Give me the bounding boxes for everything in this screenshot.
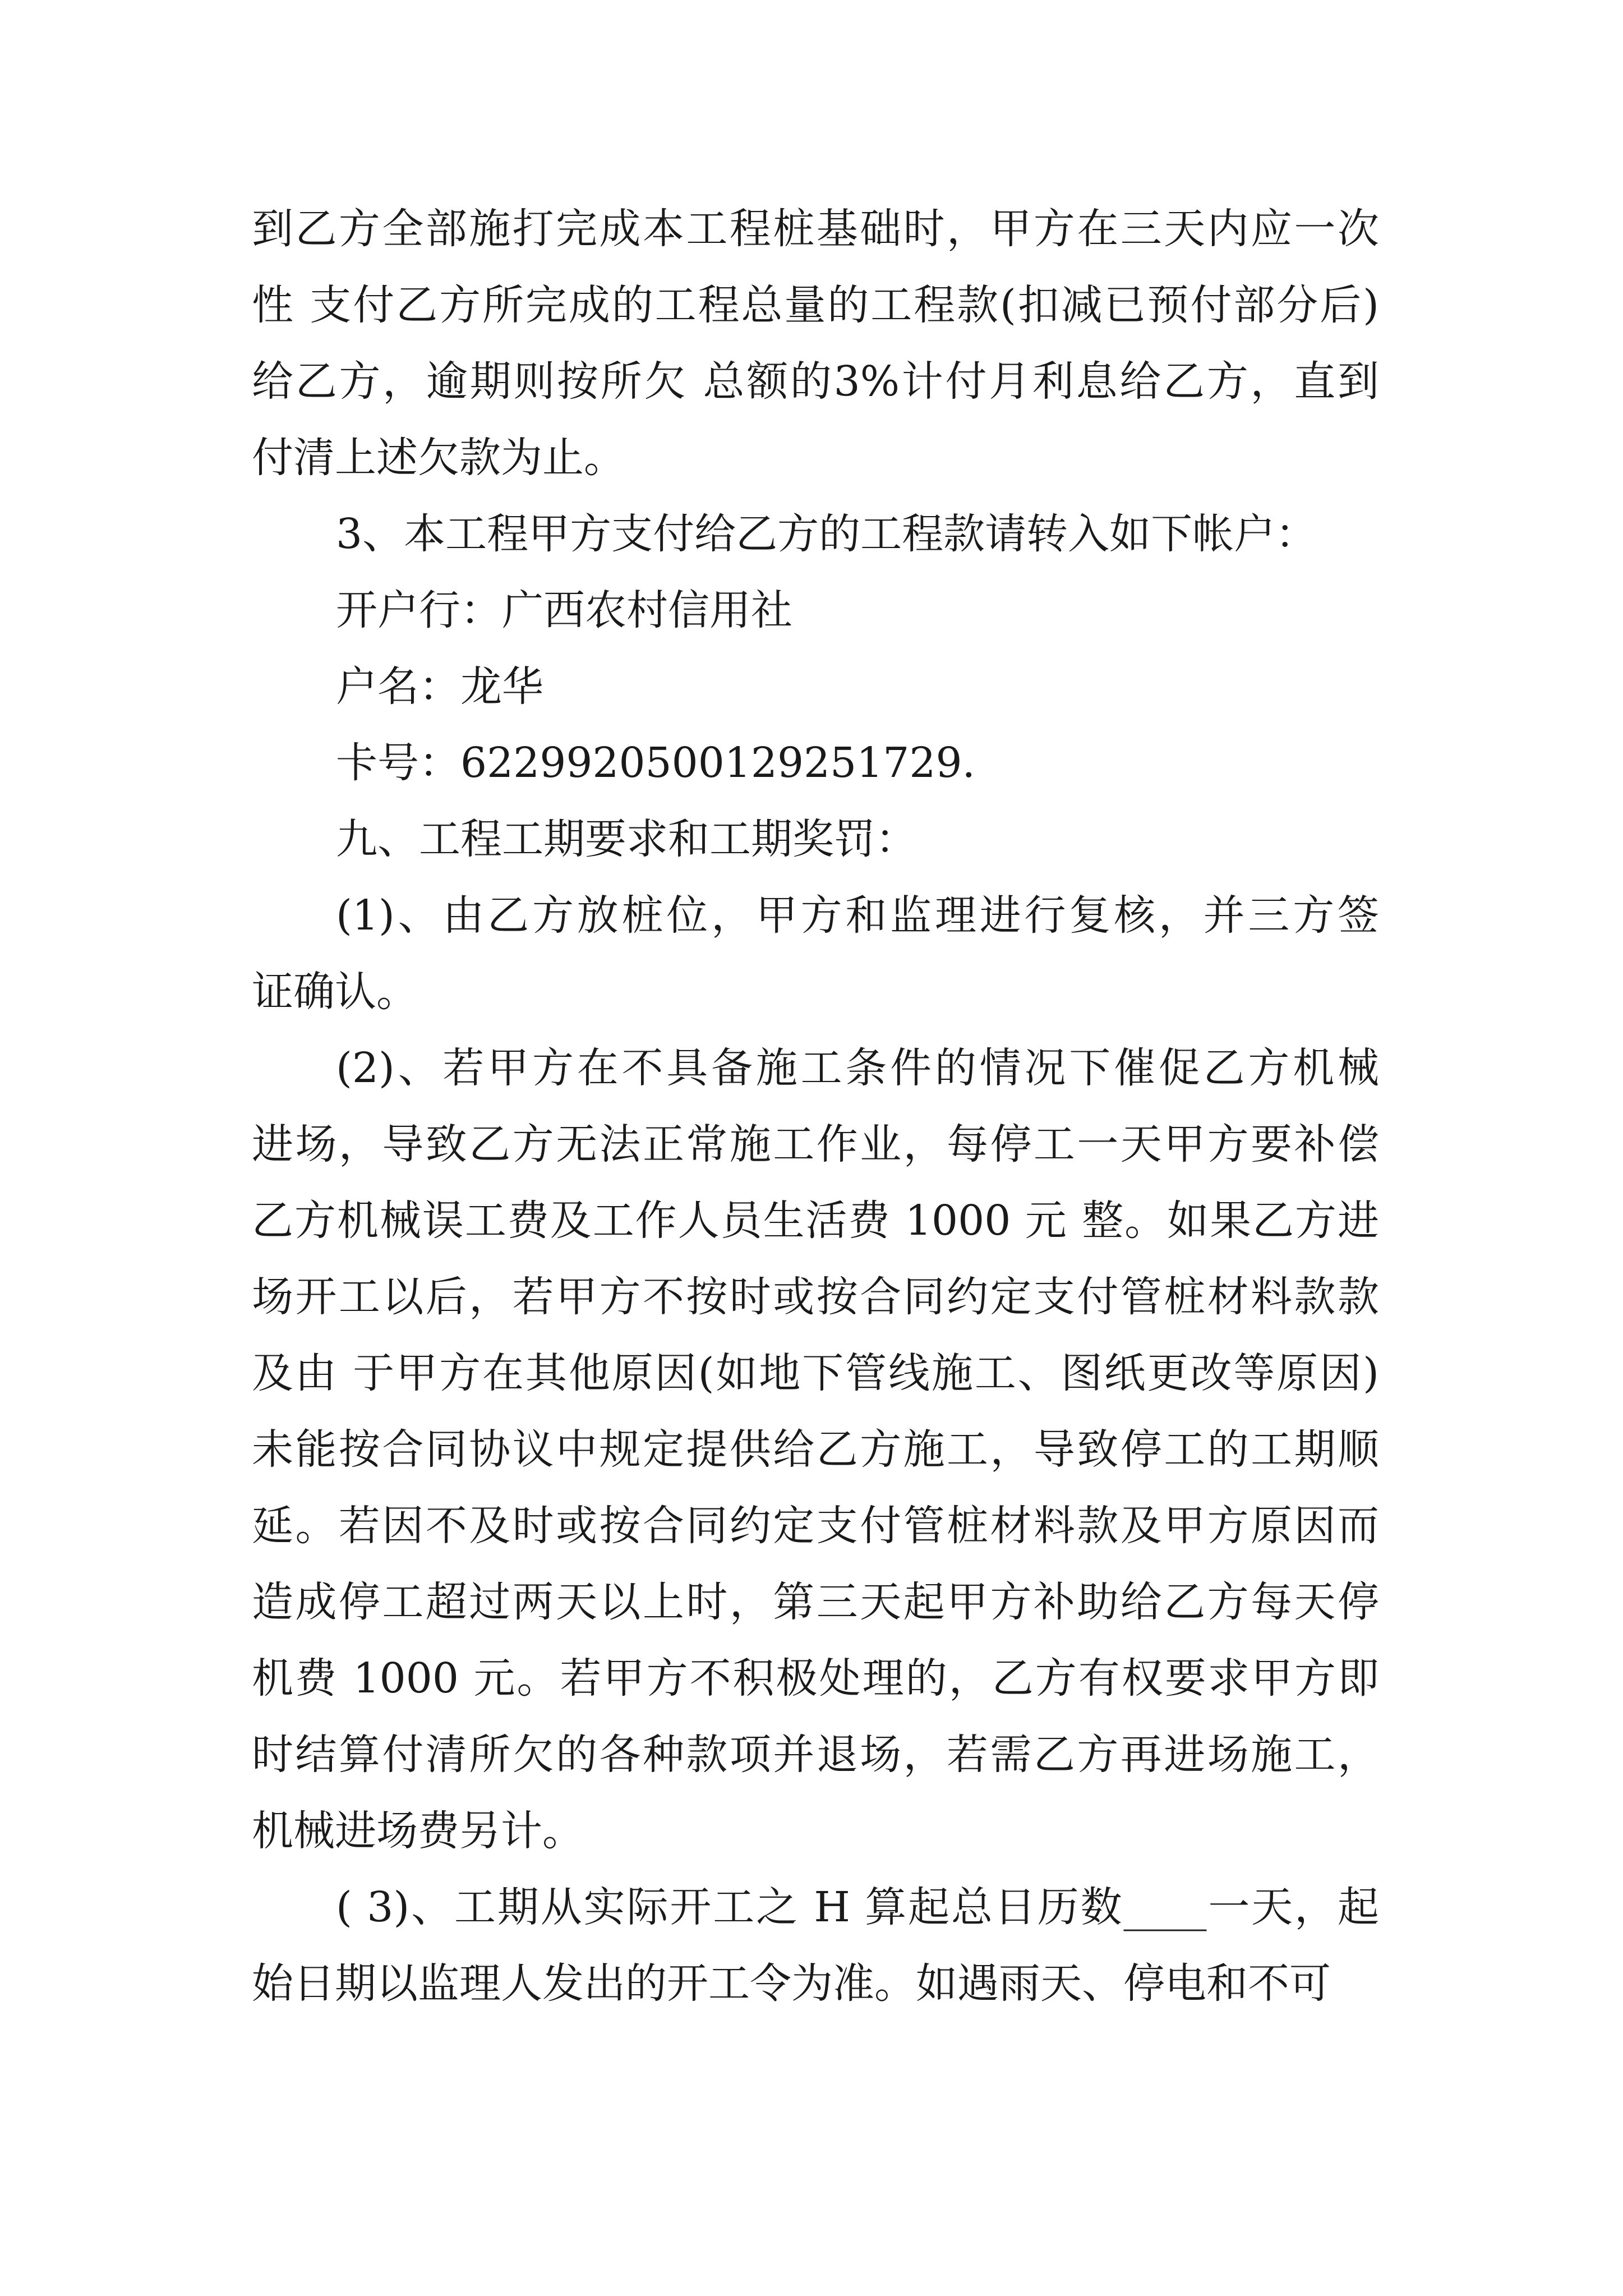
text-line: 及由 于甲方在其他原因(如地下管线施工、图纸更改等原因) [252,1349,1379,1397]
para-item-2 [252,1030,1379,1869]
para-account-name [252,648,1379,725]
text-line: ( 3)、工期从实际开工之 H 算起总日历数____一天，起 [336,1883,1379,1931]
text-line: 户名：龙华 [336,662,543,711]
text-line: 乙方机械误工费及工作人员生活费 1000 元 整。如果乙方进 [252,1197,1379,1245]
text-line: 造成停工超过两天以上时，第三天起甲方补助给乙方每天停 [252,1578,1379,1626]
text-line: 机费 1000 元。若甲方不积极处理的，乙方有权要求甲方即 [252,1654,1379,1703]
text-line: 时结算付清所欠的各种款项并退场，若需乙方再进场施工， [252,1731,1379,1779]
text-line: 进场，导致乙方无法正常施工作业，每停工一天甲方要补偿 [252,1120,1379,1168]
text-line: 3、本工程甲方支付给乙方的工程款请转入如下帐户： [336,510,1317,558]
text-line: 场开工以后，若甲方不按时或按合同约定支付管桩材料款款 [252,1273,1379,1321]
text-line: 延。若因不及时或按合同约定支付管桩材料款及甲方原因而 [252,1502,1379,1550]
text-line: 未能按合同协议中规定提供给乙方施工，导致停工的工期顺 [252,1425,1379,1474]
para-payment-balance [252,191,1379,496]
text-line: 开户行：广西农村信用社 [336,586,792,634]
para-item-1 [252,877,1379,1030]
text-line: 给乙方，逾期则按所欠 总额的3%计付月利息给乙方，直到 [252,357,1379,406]
para-bank [252,572,1379,648]
text-line: 证确认。 [252,968,418,1016]
text-line: (2)、若甲方在不具备施工条件的情况下催促乙方机械 [336,1044,1379,1092]
text-line: 卡号：6229920500129251729. [336,739,976,787]
para-item-3 [252,1869,1379,2022]
para-account-intro [252,496,1379,572]
text-line: (1)、由乙方放桩位，甲方和监理进行复核，并三方签 [336,891,1379,940]
text-line: 付清上述欠款为止。 [252,434,625,482]
text-line: 始日期以监理人发出的开工令为准。如遇雨天、停电和不可 [252,1959,1331,2008]
text-line: 机械进场费另计。 [252,1807,584,1855]
text-line: 九、工程工期要求和工期奖罚： [336,815,917,863]
text-line: 性 支付乙方所完成的工程总量的工程款(扣减已预付部分后) [252,281,1379,329]
para-card-number [252,725,1379,801]
document-body [252,191,1379,2022]
para-section-nine [252,801,1379,877]
text-line: 到乙方全部施打完成本工程桩基础时，甲方在三天内应一次 [252,205,1379,253]
